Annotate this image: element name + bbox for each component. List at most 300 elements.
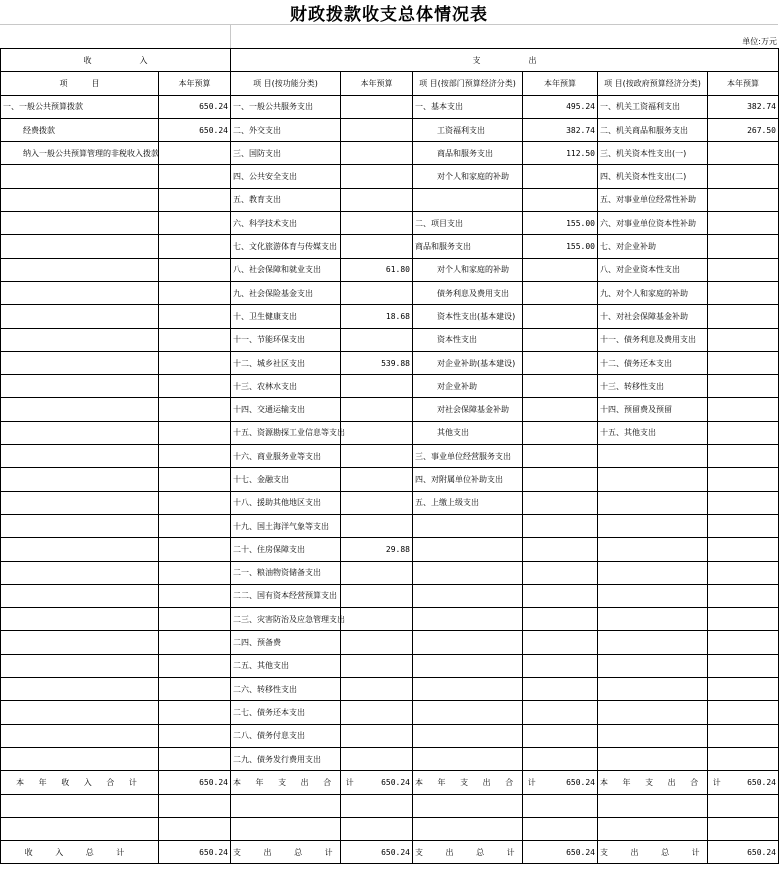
income-item (1, 514, 159, 537)
gov-budget (708, 351, 779, 374)
func-item: 二七、债务还本支出 (231, 701, 341, 724)
gov-budget (708, 258, 779, 281)
gov-budget (708, 281, 779, 304)
func-item: 二十、住房保障支出 (231, 538, 341, 561)
func-item: 三、国防支出 (231, 142, 341, 165)
gov-budget (708, 468, 779, 491)
func-budget (341, 165, 413, 188)
expense-header: 支 出 (231, 49, 779, 72)
func-item: 二四、预备费 (231, 631, 341, 654)
gov-item (598, 561, 708, 584)
dept-budget (523, 701, 598, 724)
income-item: 一、一般公共预算拨款 (1, 95, 159, 118)
blank-cell (341, 794, 413, 817)
unit-label: 单位:万元 (742, 37, 777, 46)
func-item: 十七、金融支出 (231, 468, 341, 491)
dept-item: 四、对附属单位补助支出 (413, 468, 523, 491)
dept-item: 债务利息及费用支出 (413, 281, 523, 304)
func-budget (341, 421, 413, 444)
func-item: 十八、援助其他地区支出 (231, 491, 341, 514)
gov-item (598, 654, 708, 677)
dept-budget: 155.00 (523, 212, 598, 235)
col-item-func: 项 目(按功能分类) (231, 72, 341, 95)
income-budget (159, 747, 231, 770)
dept-budget (523, 561, 598, 584)
func-item: 八、社会保障和就业支出 (231, 258, 341, 281)
table-row (1, 165, 779, 188)
gov-budget (708, 445, 779, 468)
table-row (1, 701, 779, 724)
gov-item: 十一、债务利息及费用支出 (598, 328, 708, 351)
dept-item: 资本性支出 (413, 328, 523, 351)
func-item: 十二、城乡社区支出 (231, 351, 341, 374)
income-item (1, 561, 159, 584)
func-item: 十一、节能环保支出 (231, 328, 341, 351)
table-row (1, 398, 779, 421)
blank-cell (159, 794, 231, 817)
dept-budget (523, 747, 598, 770)
gov-budget (708, 514, 779, 537)
dept-budget (523, 678, 598, 701)
table-row (1, 375, 779, 398)
gov-item: 七、对企业补助 (598, 235, 708, 258)
income-budget (159, 468, 231, 491)
gov-budget: 382.74 (708, 95, 779, 118)
func-item: 二一、粮油物资储备支出 (231, 561, 341, 584)
func-item: 十、卫生健康支出 (231, 305, 341, 328)
subtotal-dept-value: 650.24 (523, 771, 598, 794)
blank-row (1, 817, 779, 840)
col-item-dept: 项 目(按部门预算经济分类) (413, 72, 523, 95)
subtotal-gov-value: 650.24 (708, 771, 779, 794)
func-budget (341, 188, 413, 211)
gov-item (598, 491, 708, 514)
gov-item: 九、对个人和家庭的补助 (598, 281, 708, 304)
income-item (1, 375, 159, 398)
income-item: 经费拨款 (1, 118, 159, 141)
income-budget (159, 281, 231, 304)
func-budget (341, 95, 413, 118)
income-budget (159, 584, 231, 607)
income-budget (159, 561, 231, 584)
dept-item (413, 608, 523, 631)
func-item: 十三、农林水支出 (231, 375, 341, 398)
func-budget (341, 398, 413, 421)
income-budget (159, 701, 231, 724)
blank-cell (708, 817, 779, 840)
gov-budget (708, 631, 779, 654)
table-row (1, 142, 779, 165)
func-budget (341, 328, 413, 351)
gov-budget (708, 678, 779, 701)
subtotal-income-label: 本 年 收 入 合 计 (1, 771, 159, 794)
gov-budget (708, 398, 779, 421)
income-budget (159, 608, 231, 631)
blank-cell (708, 794, 779, 817)
dept-budget (523, 421, 598, 444)
func-item: 二八、债务付息支出 (231, 724, 341, 747)
table-row (1, 491, 779, 514)
gov-budget (708, 235, 779, 258)
dept-item: 三、事业单位经营服务支出 (413, 445, 523, 468)
dept-item: 工资福利支出 (413, 118, 523, 141)
table-row (1, 305, 779, 328)
income-item (1, 351, 159, 374)
table-row (1, 608, 779, 631)
dept-budget: 155.00 (523, 235, 598, 258)
gov-item (598, 514, 708, 537)
func-budget (341, 118, 413, 141)
func-budget (341, 235, 413, 258)
income-budget (159, 305, 231, 328)
gov-item: 三、机关资本性支出(一) (598, 142, 708, 165)
income-budget (159, 654, 231, 677)
gov-item: 十五、其他支出 (598, 421, 708, 444)
dept-item (413, 188, 523, 211)
total-func-value: 650.24 (341, 841, 413, 864)
col-budget-gov: 本年预算 (708, 72, 779, 95)
gov-budget (708, 701, 779, 724)
func-item: 二、外交支出 (231, 118, 341, 141)
table-row (1, 212, 779, 235)
table-row (1, 281, 779, 304)
gov-budget: 267.50 (708, 118, 779, 141)
total-gov-label: 支 出 总 计 (598, 841, 708, 864)
func-budget: 18.68 (341, 305, 413, 328)
table-row (1, 747, 779, 770)
gov-budget (708, 375, 779, 398)
income-item: 纳入一般公共预算管理的非税收入拨款 (1, 142, 159, 165)
blank-cell (413, 794, 523, 817)
func-budget (341, 701, 413, 724)
blank-cell (1, 794, 159, 817)
income-budget (159, 142, 231, 165)
func-item: 一、一般公共服务支出 (231, 95, 341, 118)
finance-table (0, 48, 779, 864)
gov-budget (708, 421, 779, 444)
dept-budget (523, 281, 598, 304)
dept-item: 对社会保障基金补助 (413, 398, 523, 421)
total-income-value: 650.24 (159, 841, 231, 864)
income-budget (159, 678, 231, 701)
income-item (1, 538, 159, 561)
table-row (1, 351, 779, 374)
total-func-label: 支 出 总 计 (231, 841, 341, 864)
page-title: 财政拨款收支总体情况表 (290, 5, 488, 25)
income-budget: 650.24 (159, 118, 231, 141)
dept-item: 商品和服务支出 (413, 142, 523, 165)
gov-item (598, 608, 708, 631)
blank-cell (598, 817, 708, 840)
income-item (1, 584, 159, 607)
func-budget (341, 491, 413, 514)
blank-cell (341, 817, 413, 840)
dept-item: 资本性支出(基本建设) (413, 305, 523, 328)
gov-budget (708, 491, 779, 514)
col-item-gov: 项 目(按政府预算经济分类) (598, 72, 708, 95)
income-budget (159, 258, 231, 281)
gov-item: 二、机关商品和服务支出 (598, 118, 708, 141)
subtotal-dept-label: 本 年 支 出 合 计 (413, 771, 523, 794)
income-budget (159, 328, 231, 351)
income-budget (159, 631, 231, 654)
func-budget (341, 608, 413, 631)
dept-budget (523, 445, 598, 468)
gov-budget (708, 608, 779, 631)
dept-budget: 495.24 (523, 95, 598, 118)
income-budget (159, 724, 231, 747)
table-row (1, 678, 779, 701)
gov-item: 六、对事业单位资本性补助 (598, 212, 708, 235)
dept-budget (523, 305, 598, 328)
subtotal-func-value: 650.24 (341, 771, 413, 794)
dept-item: 对个人和家庭的补助 (413, 258, 523, 281)
func-item: 二六、转移性支出 (231, 678, 341, 701)
gov-item (598, 445, 708, 468)
blank-cell (523, 794, 598, 817)
dept-item (413, 701, 523, 724)
total-dept-label: 支 出 总 计 (413, 841, 523, 864)
income-item (1, 305, 159, 328)
func-item: 七、文化旅游体育与传媒支出 (231, 235, 341, 258)
header-row-group (1, 49, 779, 72)
income-item (1, 398, 159, 421)
income-item (1, 188, 159, 211)
dept-budget (523, 491, 598, 514)
dept-item (413, 724, 523, 747)
table-row (1, 724, 779, 747)
income-budget (159, 398, 231, 421)
table-row (1, 118, 779, 141)
dept-item (413, 584, 523, 607)
gov-item: 十三、转移性支出 (598, 375, 708, 398)
dept-item: 对企业补助 (413, 375, 523, 398)
col-budget-income: 本年预算 (159, 72, 231, 95)
gov-item: 十、对社会保障基金补助 (598, 305, 708, 328)
income-item (1, 654, 159, 677)
income-item (1, 235, 159, 258)
income-budget (159, 188, 231, 211)
income-item (1, 701, 159, 724)
gov-budget (708, 747, 779, 770)
table-row (1, 188, 779, 211)
blank-cell (231, 817, 341, 840)
dept-budget (523, 608, 598, 631)
gov-budget (708, 212, 779, 235)
income-budget: 650.24 (159, 95, 231, 118)
total-dept-value: 650.24 (523, 841, 598, 864)
dept-item: 一、基本支出 (413, 95, 523, 118)
income-item (1, 631, 159, 654)
income-item (1, 724, 159, 747)
func-budget (341, 375, 413, 398)
gov-item: 十四、预留费及预留 (598, 398, 708, 421)
func-item: 九、社会保险基金支出 (231, 281, 341, 304)
dept-item (413, 514, 523, 537)
func-budget (341, 724, 413, 747)
dept-budget (523, 328, 598, 351)
blank-row (1, 794, 779, 817)
func-budget: 29.88 (341, 538, 413, 561)
income-item (1, 678, 159, 701)
dept-budget (523, 258, 598, 281)
func-budget (341, 747, 413, 770)
blank-cell (231, 794, 341, 817)
blank-cell (413, 817, 523, 840)
func-item: 六、科学技术支出 (231, 212, 341, 235)
dept-item: 对个人和家庭的补助 (413, 165, 523, 188)
func-item: 十五、资源勘探工业信息等支出 (231, 421, 341, 444)
dept-budget (523, 584, 598, 607)
income-budget (159, 212, 231, 235)
gov-budget (708, 188, 779, 211)
income-item (1, 258, 159, 281)
func-item: 二九、债务发行费用支出 (231, 747, 341, 770)
table-row (1, 258, 779, 281)
func-item: 十六、商业服务业等支出 (231, 445, 341, 468)
table-row (1, 654, 779, 677)
func-budget (341, 212, 413, 235)
income-item (1, 445, 159, 468)
total-income-label: 收 入 总 计 (1, 841, 159, 864)
income-item (1, 421, 159, 444)
gov-budget (708, 305, 779, 328)
func-item: 二三、灾害防治及应急管理支出 (231, 608, 341, 631)
func-item: 十四、交通运输支出 (231, 398, 341, 421)
income-item (1, 165, 159, 188)
dept-item (413, 654, 523, 677)
table-row (1, 514, 779, 537)
table-row (1, 561, 779, 584)
table-row (1, 631, 779, 654)
subtotal-row (1, 771, 779, 794)
total-row (1, 841, 779, 864)
func-budget (341, 561, 413, 584)
gov-budget (708, 165, 779, 188)
table-row (1, 445, 779, 468)
blank-cell (523, 817, 598, 840)
subtotal-income-value: 650.24 (159, 771, 231, 794)
income-budget (159, 351, 231, 374)
func-budget (341, 514, 413, 537)
dept-budget (523, 724, 598, 747)
func-budget (341, 281, 413, 304)
table-row (1, 328, 779, 351)
income-budget (159, 514, 231, 537)
gov-budget (708, 538, 779, 561)
func-item: 四、公共安全支出 (231, 165, 341, 188)
dept-item: 五、上缴上级支出 (413, 491, 523, 514)
dept-item (413, 631, 523, 654)
income-item (1, 468, 159, 491)
blank-cell (598, 794, 708, 817)
dept-budget (523, 654, 598, 677)
func-item: 二二、国有资本经营预算支出 (231, 584, 341, 607)
func-budget (341, 654, 413, 677)
income-header: 收 入 (1, 49, 231, 72)
dept-budget (523, 538, 598, 561)
col-budget-func: 本年预算 (341, 72, 413, 95)
gov-item: 五、对事业单位经常性补助 (598, 188, 708, 211)
func-item: 五、教育支出 (231, 188, 341, 211)
top-strip-cell (0, 25, 231, 49)
dept-budget: 112.50 (523, 142, 598, 165)
dept-item: 商品和服务支出 (413, 235, 523, 258)
dept-budget (523, 468, 598, 491)
dept-budget (523, 188, 598, 211)
income-budget (159, 235, 231, 258)
gov-budget (708, 142, 779, 165)
income-item (1, 747, 159, 770)
gov-item: 一、机关工资福利支出 (598, 95, 708, 118)
table-row (1, 95, 779, 118)
table-row (1, 235, 779, 258)
func-budget (341, 445, 413, 468)
col-budget-dept: 本年预算 (523, 72, 598, 95)
dept-budget (523, 514, 598, 537)
gov-item (598, 724, 708, 747)
gov-budget (708, 654, 779, 677)
gov-item (598, 468, 708, 491)
func-budget (341, 631, 413, 654)
func-budget (341, 468, 413, 491)
income-budget (159, 538, 231, 561)
gov-item (598, 678, 708, 701)
top-strip (0, 24, 778, 49)
income-budget (159, 421, 231, 444)
dept-item (413, 678, 523, 701)
gov-item: 十二、债务还本支出 (598, 351, 708, 374)
income-budget (159, 491, 231, 514)
col-item: 项 目 (1, 72, 159, 95)
table-row (1, 538, 779, 561)
total-gov-value: 650.24 (708, 841, 779, 864)
table-row (1, 584, 779, 607)
gov-item (598, 584, 708, 607)
dept-item (413, 538, 523, 561)
func-budget: 61.80 (341, 258, 413, 281)
income-budget (159, 165, 231, 188)
income-item (1, 328, 159, 351)
dept-budget: 382.74 (523, 118, 598, 141)
income-item (1, 281, 159, 304)
func-item: 二五、其他支出 (231, 654, 341, 677)
func-budget (341, 584, 413, 607)
gov-item (598, 538, 708, 561)
gov-item: 八、对企业资本性支出 (598, 258, 708, 281)
income-item (1, 491, 159, 514)
func-item: 十九、国土海洋气象等支出 (231, 514, 341, 537)
blank-cell (159, 817, 231, 840)
gov-budget (708, 328, 779, 351)
header-row-columns (1, 72, 779, 95)
dept-budget (523, 165, 598, 188)
dept-item: 二、项目支出 (413, 212, 523, 235)
income-budget (159, 445, 231, 468)
dept-item (413, 747, 523, 770)
income-item (1, 608, 159, 631)
dept-budget (523, 375, 598, 398)
dept-item (413, 561, 523, 584)
gov-budget (708, 724, 779, 747)
income-item (1, 212, 159, 235)
gov-item: 四、机关资本性支出(二) (598, 165, 708, 188)
gov-item (598, 747, 708, 770)
dept-item: 其他支出 (413, 421, 523, 444)
subtotal-gov-label: 本 年 支 出 合 计 (598, 771, 708, 794)
gov-budget (708, 584, 779, 607)
dept-budget (523, 398, 598, 421)
